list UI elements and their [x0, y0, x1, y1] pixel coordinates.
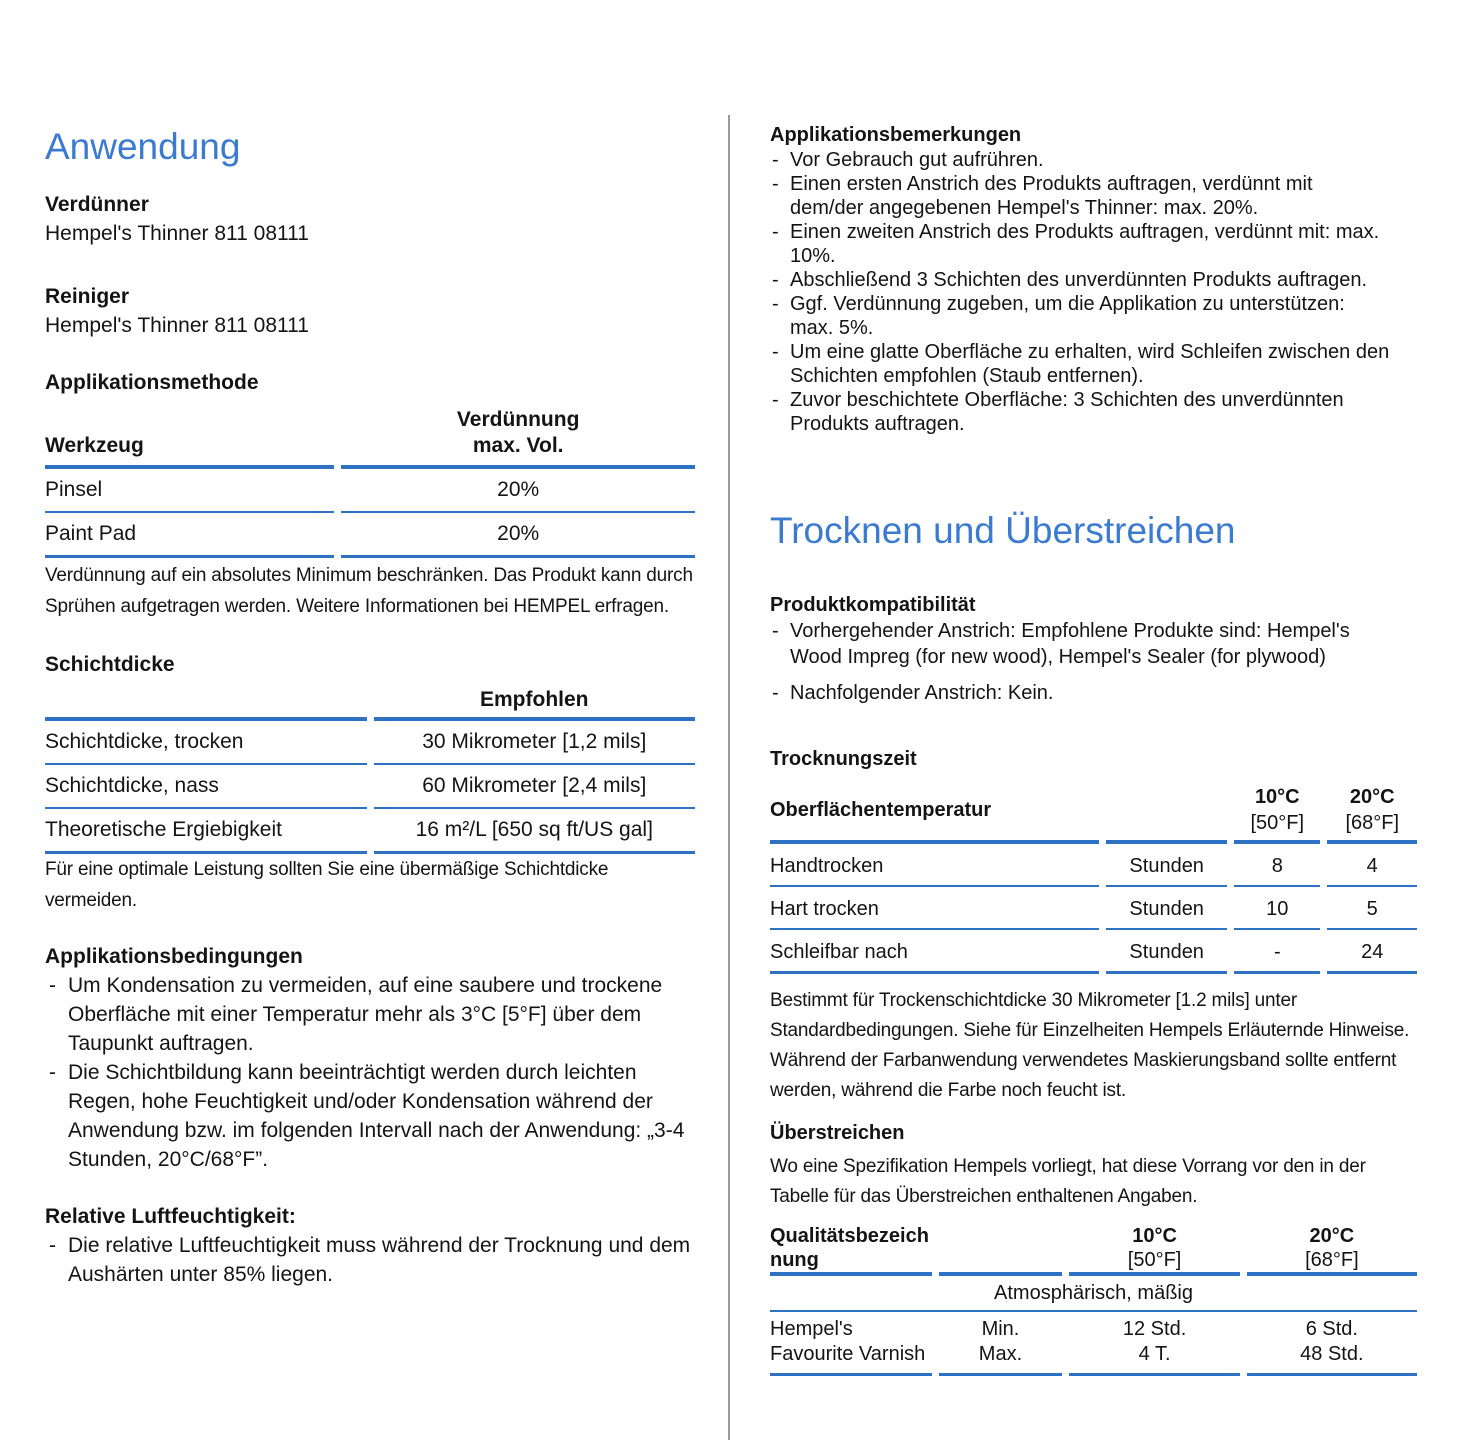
value-20c-cell: 5	[1327, 887, 1417, 930]
max-10c-value: 4 T.	[1138, 1343, 1171, 1365]
application-conditions-heading: Applikationsbedingungen	[45, 945, 303, 968]
relative-humidity-list	[45, 1231, 695, 1289]
list-item: - Zuvor beschichtete Oberfläche: 3 Schichten des unverdünnten Produkts auftragen.	[770, 388, 1417, 436]
product-compatibility-heading: Produktkompatibilität	[770, 594, 976, 616]
thinner-label: Verdünner	[45, 193, 149, 216]
application-method-heading: Applikationsmethode	[45, 371, 259, 394]
table-header-row	[770, 784, 1417, 844]
page-title-trocknen: Trocknen und Überstreichen	[770, 510, 1236, 551]
list-item: - Ggf. Verdünnung zugeben, um die Applikation zu unterstützen: max. 5%.	[770, 292, 1417, 340]
list-item: - Einen zweiten Anstrich des Produkts auftragen, verdünnt mit: max. 10%.	[770, 220, 1417, 268]
product-line2: Favourite Varnish	[770, 1343, 926, 1365]
application-conditions-list	[45, 971, 695, 1174]
cleaner-value: Hempel's Thinner 811 08111	[45, 314, 309, 337]
environment-cell: Atmosphärisch, mäßig	[770, 1276, 1417, 1312]
col-header-tool: Werkzeug	[45, 407, 334, 469]
table-row	[770, 887, 1417, 930]
unit-cell: Stunden	[1106, 930, 1227, 974]
thickness-label-cell: Schichtdicke, nass	[45, 765, 367, 809]
environment-row	[770, 1276, 1417, 1312]
method-note: Verdünnung auf ein absolutes Minimum beschränken. Das Produkt kann durch Sprühen aufgetragen werden. Weitere Informationen bei HEMPEL erfragen.	[45, 565, 693, 617]
drying-time-table	[763, 784, 1424, 974]
application-method-table	[38, 407, 702, 558]
thickness-value-cell: 16 m²/L [650 sq ft/US gal]	[374, 809, 696, 854]
temp-68f: [68°F]	[1345, 812, 1400, 834]
list-item: - Vorhergehender Anstrich: Empfohlene Produkte sind: Hempel's Wood Impreg (for new wood), Hempel's Sealer (for plywood)	[770, 618, 1417, 670]
drying-time-heading: Trocknungszeit	[770, 748, 917, 770]
value-20c-cell: 4	[1327, 844, 1417, 887]
drying-label-cell: Schleifbar nach	[770, 930, 1099, 974]
overcoating-heading: Überstreichen	[770, 1122, 905, 1144]
dilution-cell: 20%	[341, 513, 695, 558]
col-header-empty	[939, 1224, 1063, 1276]
list-item: - Um Kondensation zu vermeiden, auf eine saubere und trockene Oberfläche mit einer Temperatur mehr als 3°C [5°F] über dem Taupunkt auftragen.	[45, 971, 695, 1058]
quality-header-line2: nung	[770, 1249, 819, 1271]
value-10c-cell	[1069, 1312, 1239, 1376]
col-header-10c	[1234, 784, 1320, 844]
list-item: - Die relative Luftfeuchtigkeit muss während der Trocknung und dem Aushärten unter 85% liegen.	[45, 1231, 695, 1289]
temp-20c: 20°C	[1349, 786, 1395, 808]
column-divider	[728, 115, 730, 1440]
thickness-value-cell: 60 Mikrometer [2,4 mils]	[374, 765, 696, 809]
value-20c-cell: 24	[1327, 930, 1417, 974]
thinner-value: Hempel's Thinner 811 08111	[45, 222, 309, 245]
overcoating-note: Wo eine Spezifikation Hempels vorliegt, hat diese Vorrang vor den in der Tabelle für das Überstreichen enthaltenen Angaben.	[770, 1156, 1366, 1207]
drying-label-cell: Handtrocken	[770, 844, 1099, 887]
right-column	[770, 0, 1417, 1376]
col-header-dilution	[341, 407, 695, 469]
product-cell	[770, 1312, 932, 1376]
min-label: Min.	[981, 1318, 1020, 1340]
quality-header-line1: Qualitätsbezeich	[770, 1225, 929, 1247]
table-row	[770, 930, 1417, 974]
value-20c-cell	[1247, 1312, 1417, 1376]
value-10c-cell: 10	[1234, 887, 1320, 930]
col-header-20c	[1247, 1224, 1417, 1276]
dilution-cell: 20%	[341, 469, 695, 513]
col-header-20c	[1327, 784, 1417, 844]
thickness-value-cell: 30 Mikrometer [1,2 mils]	[374, 721, 696, 765]
col-header-dilution-line2: max. Vol.	[472, 434, 564, 457]
list-item: - Vor Gebrauch gut aufrühren.	[770, 148, 1417, 172]
table-row	[45, 809, 695, 854]
value-10c-cell: 8	[1234, 844, 1320, 887]
min-10c-value: 12 Std.	[1122, 1318, 1187, 1340]
left-column	[45, 0, 695, 1289]
temp-50f: [50°F]	[1250, 812, 1305, 834]
unit-cell: Stunden	[1106, 844, 1227, 887]
min-20c-value: 6 Std.	[1305, 1318, 1358, 1340]
col-header-empty	[45, 687, 367, 721]
film-thickness-heading: Schichtdicke	[45, 653, 175, 676]
page-title-anwendung: Anwendung	[45, 126, 241, 167]
drying-label-cell: Hart trocken	[770, 887, 1099, 930]
thickness-label-cell: Theoretische Ergiebigkeit	[45, 809, 367, 854]
col-header-quality	[770, 1224, 932, 1276]
col-header-empty	[1106, 784, 1227, 844]
list-item: - Abschließend 3 Schichten des unverdünnten Produkts auftragen.	[770, 268, 1417, 292]
table-header-row	[45, 687, 695, 721]
value-10c-cell: -	[1234, 930, 1320, 974]
tool-cell: Pinsel	[45, 469, 334, 513]
application-notes-heading: Applikationsbemerkungen	[770, 124, 1022, 146]
table-row	[45, 513, 695, 558]
table-row	[45, 469, 695, 513]
max-label: Max.	[978, 1343, 1023, 1365]
col-header-surface-temp: Oberflächentemperatur	[770, 784, 1099, 844]
col-header-10c	[1069, 1224, 1239, 1276]
thickness-label-cell: Schichtdicke, trocken	[45, 721, 367, 765]
list-item: - Nachfolgender Anstrich: Kein.	[770, 680, 1417, 706]
drying-note: Bestimmt für Trockenschichtdicke 30 Mikrometer [1.2 mils] unter Standardbedingungen. Siehe für Einzelheiten Hempels Erläuternde Hinweise. Während der Farbanwendung verwendetes Maskierungsband sollte entfernt werden, während die Farbe noch feucht ist.	[770, 990, 1410, 1101]
temp-10c: 10°C	[1132, 1225, 1177, 1247]
cleaner-label: Reiniger	[45, 285, 130, 308]
minmax-cell	[939, 1312, 1063, 1376]
product-line1: Hempel's	[770, 1318, 853, 1340]
overcoating-table	[763, 1224, 1424, 1376]
list-item: - Die Schichtbildung kann beeinträchtigt werden durch leichten Regen, hohe Feuchtigkeit und/oder Kondensation während der Anwendung bzw. im folgenden Intervall nach der Anwendung: „3-4 Stunden, 20°C/68°F”.	[45, 1058, 695, 1174]
temp-10c: 10°C	[1254, 786, 1300, 808]
max-20c-value: 48 Std.	[1300, 1343, 1364, 1365]
film-thickness-table	[38, 687, 702, 854]
product-compatibility-list	[770, 618, 1417, 706]
table-header-row	[45, 407, 695, 469]
table-row	[770, 1312, 1417, 1376]
list-item: - Einen ersten Anstrich des Produkts auftragen, verdünnt mit dem/der angegebenen Hempel's Thinner: max. 20%.	[770, 172, 1417, 220]
col-header-dilution-line1: Verdünnung	[456, 408, 580, 431]
table-row	[45, 721, 695, 765]
col-header-recommended: Empfohlen	[374, 687, 696, 721]
temp-20c: 20°C	[1309, 1225, 1355, 1247]
relative-humidity-heading: Relative Luftfeuchtigkeit:	[45, 1205, 296, 1228]
list-item: - Um eine glatte Oberfläche zu erhalten, wird Schleifen zwischen den Schichten empfohlen (Staub entfernen).	[770, 340, 1417, 388]
table-row	[45, 765, 695, 809]
temp-50f: [50°F]	[1127, 1249, 1182, 1271]
temp-68f: [68°F]	[1305, 1249, 1359, 1271]
table-row	[770, 844, 1417, 887]
tool-cell: Paint Pad	[45, 513, 334, 558]
thickness-note: Für eine optimale Leistung sollten Sie eine übermäßige Schichtdicke vermeiden.	[45, 859, 609, 911]
unit-cell: Stunden	[1106, 887, 1227, 930]
table-header-row	[770, 1224, 1417, 1276]
application-notes-list	[770, 148, 1417, 436]
